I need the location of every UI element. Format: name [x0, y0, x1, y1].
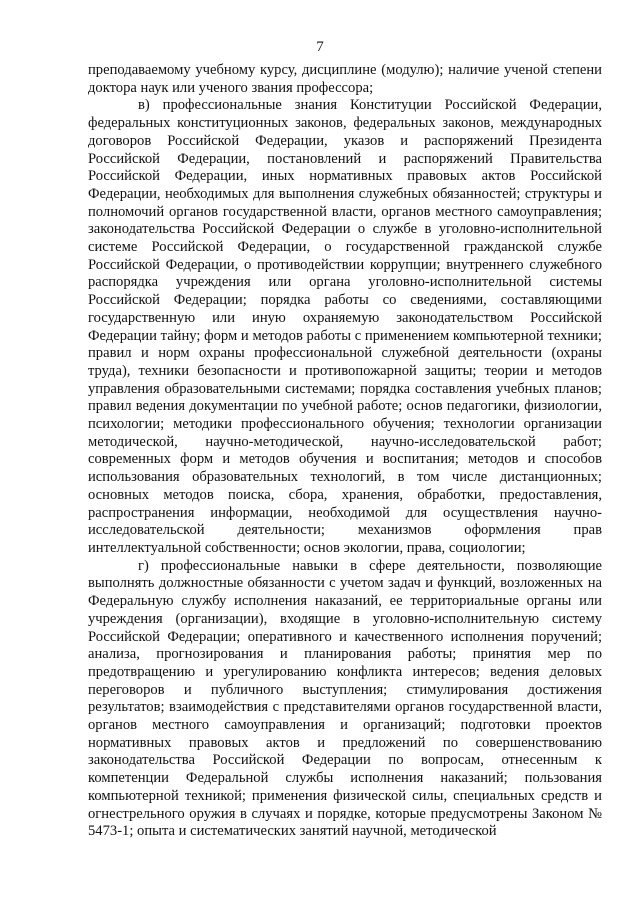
paragraph-item-g-skills: г) профессиональные навыки в сфере деятельности, позволяющие выполнять должностные обязанности с учетом задач и функций, возложенных на Федеральную службу исполнения наказаний, ее территориальные органы или учреждения (организации), входящие в уголовно-исполнительную систему Российской Федерации; оперативного и качественного исполнения поручений; анализа, прогнозирования и планирования работы; принятия мер по предотвращению и урегулированию конфликта интересов; ведения деловых переговоров и публичного выступления; стимулирования достижения результатов; взаимодействия с представителями органов государственной власти, органов местного самоуправления и организаций; подготовки проектов нормативных правовых актов и предложений по совершенствованию законодательства Российской Федерации по вопросам, отнесенным к компетенции Федеральной службы исполнения наказаний; пользования компьютерной техникой; применения физической силы, специальных средств и огнестрельного оружия в случаях и порядке, которые предусмотрены Законом № 5473-1; опыта и систематических занятий научной, методической	[88, 557, 602, 840]
page-number: 7	[316, 39, 324, 55]
paragraph-item-v-knowledge: в) профессиональные знания Конституции Российской Федерации, федеральных конституционных законов, федеральных законов, международных договоров Российской Федерации, указов и распоряжений Президента Российской Федерации, постановлений и распоряжений Правительства Российской Федерации, иных нормативных правовых актов Российской Федерации, необходимых для выполнения служебных обязанностей; структуры и полномочий органов государственной власти, органов местного самоуправления; законодательства Российской Федерации о службе в уголовно-исполнительной системе Российской Федерации, о государственной гражданской службе Российской Федерации, о противодействии коррупции; внутреннего служебного распорядка учреждения или органа уголовно-исполнительной системы Российской Федерации; порядка работы со сведениями, составляющими государственную или иную охраняемую законодательством Российской Федерации тайну; форм и методов работы с применением компьютерной техники; правил и норм охраны профессиональной служебной деятельности (охраны труда), техники безопасности и противопожарной защиты; теории и методов управления образовательными системами; порядка составления учебных планов; правил ведения документации по учебной работе; основ педагогики, физиологии, психологии; методики профессионального обучения; технологии организации методической, научно-методической, научно-исследовательской работ; современных форм и методов обучения и воспитания; методов и способов использования образовательных технологий, в том числе дистанционных; основных методов поиска, сбора, хранения, обработки, предоставления, распространения информации, необходимой для осуществления научно-исследовательской деятельности; механизмов оформления прав интеллектуальной собственности; основ экологии, права, социологии;	[88, 97, 602, 556]
document-body	[88, 62, 602, 841]
paragraph-continuation: преподаваемому учебному курсу, дисциплине (модулю); наличие ученой степени доктора наук или ученого звания профессора;	[88, 62, 602, 96]
